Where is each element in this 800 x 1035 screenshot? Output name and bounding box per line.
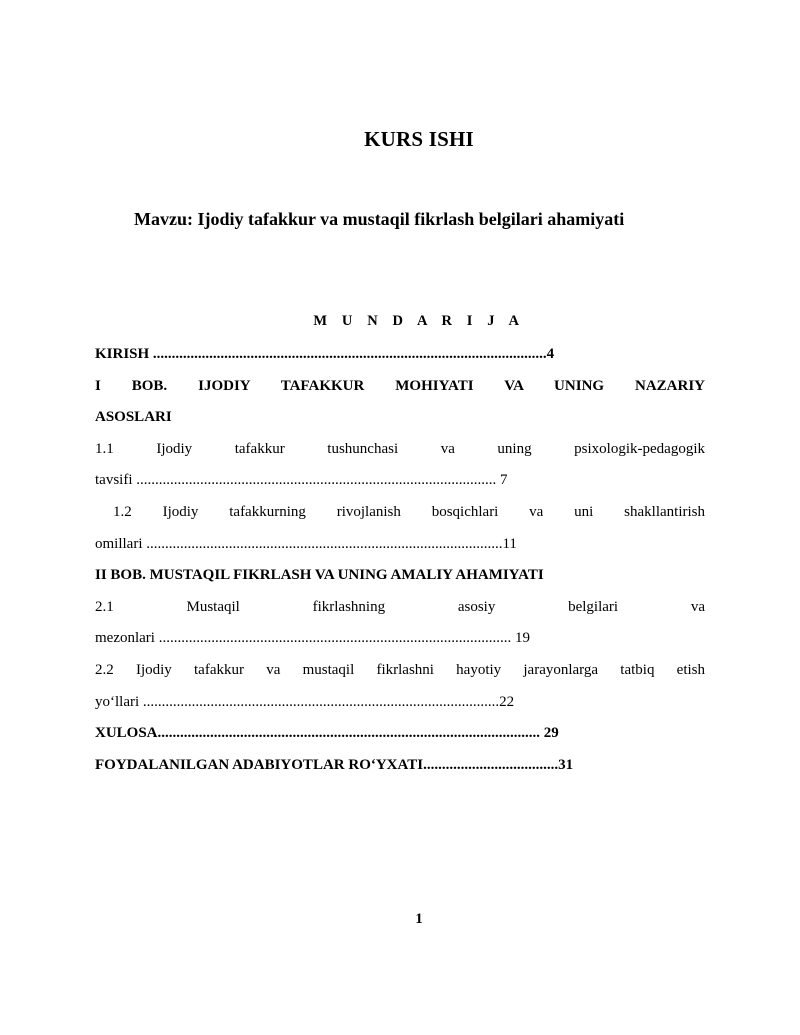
toc-entry-bob1-line1: I BOB. IJODIY TAFAKKUR MOHIYATI VA UNING NAZARIY bbox=[95, 377, 705, 394]
toc-entry-2-1-line1: 2.1 Mustaqil fikrlashning asosiy belgilari va bbox=[95, 598, 705, 615]
toc-heading: M U N D A R I J A bbox=[313, 313, 525, 329]
toc-entry-2-2-line1: 2.2 Ijodiy tafakkur va mustaqil fikrlashni hayotiy jarayonlarga tatbiq etish bbox=[95, 661, 705, 678]
toc-entry-kirish: KIRISH .........................................................................................................4 bbox=[95, 346, 555, 362]
document-subtitle: Mavzu: Ijodiy tafakkur va mustaqil fikrlash belgilari ahamiyati bbox=[134, 209, 625, 229]
toc-entry-2-2-line2: yo‘llari ...............................................................................................22 bbox=[95, 693, 515, 710]
toc-entry-bob1-line2: ASOSLARI bbox=[95, 409, 172, 426]
toc-entry-adabiyotlar: FOYDALANILGAN ADABIYOTLAR RO‘YXATI....................................31 bbox=[95, 756, 574, 773]
toc-entry-2-1-line2: mezonlari .............................................................................................. 19 bbox=[95, 630, 530, 647]
document-title: KURS ISHI bbox=[364, 127, 474, 151]
toc-entry-1-2-line2: omillari ...............................................................................................11 bbox=[95, 535, 517, 552]
toc-entry-1-1-line2: tavsifi ................................................................................................ 7 bbox=[95, 472, 508, 489]
toc-entry-bob2: II BOB. MUSTAQIL FIKRLASH VA UNING AMALIY AHAMIYATI bbox=[95, 567, 544, 584]
toc-entry-xulosa: XULOSA...................................................................................................... 29 bbox=[95, 725, 559, 742]
toc-entry-1-1-line1: 1.1 Ijodiy tafakkur tushunchasi va uning psixologik-pedagogik bbox=[95, 440, 705, 457]
toc-entry-1-2-line1: 1.2 Ijodiy tafakkurning rivojlanish bosqichlari va uni shakllantirish bbox=[113, 503, 705, 520]
page-number: 1 bbox=[415, 911, 423, 927]
table-of-contents bbox=[95, 339, 705, 781]
